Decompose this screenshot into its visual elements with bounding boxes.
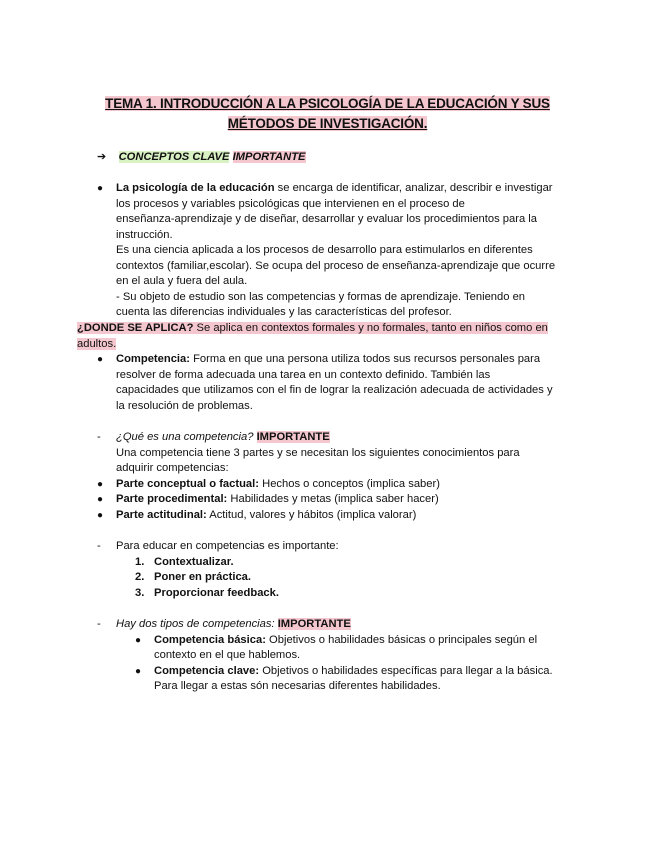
que-es-competencia-heading: ¿Qué es una competencia? IMPORTANTE — [116, 431, 330, 443]
competencia-basica-line-2: contexto en el que hablemos. — [154, 649, 301, 661]
que-es-line-2: adquirir competencias: — [116, 462, 229, 474]
competencia-line-1: Competencia: Forma en que una persona utiliza todos sus recursos personales para — [116, 353, 541, 365]
competencia-line-3: capacidades que utilizamos con el fin de lograr la realización adecuada de actividades y — [116, 384, 553, 396]
list-number: 2. — [135, 571, 145, 583]
competencia-line-4: la resolución de problemas. — [116, 399, 253, 412]
psicologia-line-3: enseñanza-aprendizaje y de diseñar, desarrollar y evaluar los procedimientos para la — [116, 213, 538, 225]
list-item-feedback: Proporcionar feedback. — [154, 586, 279, 599]
psicologia-line-2: los procesos y variables psicológicas que intervienen en el proceso de — [116, 197, 465, 210]
psicologia-line-1: La psicología de la educación se encarga de identificar, analizar, describir e investigar — [116, 182, 553, 194]
list-number: 3. — [135, 586, 145, 599]
conceptos-clave-label: CONCEPTOS CLAVE — [118, 151, 230, 163]
dash-marker: - — [97, 431, 101, 443]
conceptos-clave-heading — [97, 150, 306, 166]
parte-procedimental: Parte procedimental: Habilidades y metas (implica saber hacer) — [116, 493, 439, 505]
important-badge: IMPORTANTE — [256, 431, 330, 443]
psicologia-line-7: en el aula y fuera del aula. — [116, 275, 248, 287]
psicologia-line-4: instrucción. — [116, 228, 173, 241]
bullet-icon: ● — [97, 354, 104, 365]
arrow-icon: ➔ — [97, 151, 107, 163]
bullet-icon: ● — [97, 183, 104, 194]
parte-conceptual: Parte conceptual o factual: Hechos o conceptos (implica saber) — [116, 477, 440, 490]
list-number: 1. — [135, 555, 145, 568]
competencia-clave-line-2: Para llegar a estas són necesarias diferentes habilidades. — [154, 680, 441, 692]
que-es-line-1: Una competencia tiene 3 partes y se necesitan los siguientes conocimientos para — [116, 446, 520, 459]
donde-se-aplica-line-1: ¿DONDE SE APLICA? Se aplica en contextos formales y no formales, tanto en niños como en — [77, 322, 548, 334]
donde-se-aplica-line-2: adultos. — [77, 337, 117, 350]
educar-intro: Para educar en competencias es importante: — [116, 540, 339, 552]
psicologia-line-9: cuenta las diferencias individuales y las características del profesor. — [116, 306, 452, 318]
bullet-icon: ● — [97, 478, 104, 490]
psicologia-line-6: contextos (familiar,escolar). Se ocupa del proceso de enseñanza-aprendizaje que ocurre — [116, 259, 556, 272]
dash-marker: - — [97, 540, 101, 552]
document-title-line-2: MÉTODOS DE INVESTIGACIÓN. — [227, 116, 428, 131]
important-badge: IMPORTANTE — [232, 151, 306, 163]
bullet-icon: ● — [135, 665, 142, 677]
bullet-icon: ● — [135, 634, 142, 646]
bullet-icon: ● — [97, 509, 104, 521]
psicologia-line-8: - Su objeto de estudio son las competencias y formas de aprendizaje. Teniendo en — [116, 290, 526, 303]
parte-actitudinal: Parte actitudinal: Actitud, valores y hábitos (implica valorar) — [116, 508, 417, 521]
competencia-basica-line-1: Competencia básica: Objetivos o habilidades básicas o principales según el — [154, 633, 538, 646]
list-item-poner-en-practica: Poner en práctica. — [154, 571, 251, 583]
list-item-contextualizar: Contextualizar. — [154, 555, 234, 568]
competencia-line-2: resolver de forma adecuada una tarea en un contexto definido. También las — [116, 368, 491, 381]
tipos-competencias-heading: Hay dos tipos de competencias: IMPORTANTE — [116, 618, 351, 630]
important-badge: IMPORTANTE — [277, 618, 351, 630]
psicologia-line-5: Es una ciencia aplicada a los procesos de desarrollo para estimularlos en diferentes — [116, 244, 533, 256]
dash-marker: - — [97, 618, 101, 630]
competencia-clave-line-1: Competencia clave: Objetivos o habilidades específicas para llegar a la básica. — [154, 664, 553, 677]
bullet-icon: ● — [97, 494, 104, 505]
document-title-line-1: TEMA 1. INTRODUCCIÓN A LA PSICOLOGÍA DE LA EDUCACIÓN Y SUS — [105, 96, 550, 111]
